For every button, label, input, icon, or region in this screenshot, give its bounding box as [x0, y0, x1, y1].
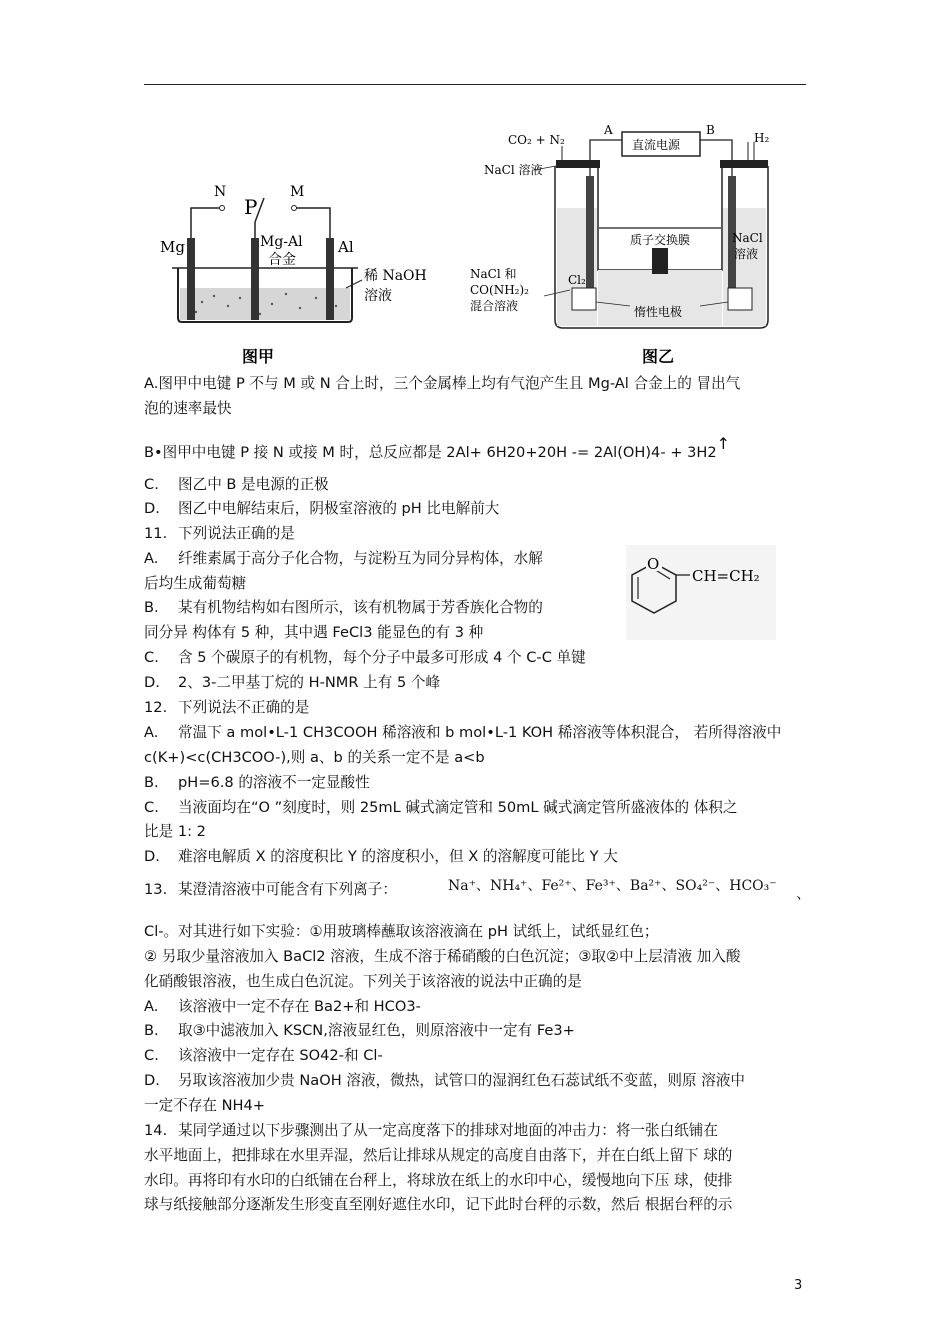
label-nacl-right: NaCl [732, 231, 763, 245]
label-n: N [214, 184, 227, 200]
marker-b12: B. [144, 774, 159, 791]
q11-option-a-line2: 后均生成葡萄糖 [144, 575, 247, 592]
marker-q14: 14. [144, 1122, 168, 1139]
gas-arrow-icon: ↑ [716, 434, 731, 453]
structure-figure [626, 545, 776, 640]
q12-option-c-line1: 当液面均在“O ”刻度时，则 25mL 碱式滴定管和 50mL 碱式滴定管所盛液体的 体积之 [178, 799, 738, 816]
q13-text-line2: ② 另取少量溶液加入 BaCl2 溶液，生成不溶于稀硝酸的白色沉淀；③取②中上层清液 加入酸 [144, 948, 741, 965]
page-number: 3 [794, 1278, 803, 1293]
q12-option-d: 难溶电解质 X 的溶度积比 Y 的溶度积小，但 X 的溶解度可能比 Y 大 [178, 848, 618, 865]
marker-a12: A. [144, 724, 159, 741]
label-electrode: 惰性电极 [634, 305, 683, 319]
question-13: 某澄清溶液中可能含有下列离子： [178, 881, 397, 898]
q11-option-b-line1: 某有机物结构如右图所示，该有机物属于芳香族化合物的 [178, 599, 543, 616]
q12-option-a-line2: c(K+)<c(CH3COO-),则 a、b 的关系一定不是 a<b [144, 749, 485, 766]
label-a: A [604, 123, 613, 137]
marker-c1: C. [144, 476, 159, 493]
q12-option-b: pH=6.8 的溶液不一定显酸性 [178, 774, 370, 791]
label-gas-left: CO₂ + N₂ [508, 133, 565, 147]
caption-jia: 图甲 [242, 347, 275, 366]
figure-jia [150, 180, 440, 370]
label-h2: H₂ [754, 131, 770, 145]
marker-q12: 12. [144, 699, 168, 716]
q13-option-b: 取③中滤液加入 KSCN,溶液显红色，则原溶液中一定有 Fe3+ [178, 1022, 575, 1039]
label-mix-1: NaCl 和 [470, 267, 517, 281]
label-membrane: 质子交换膜 [630, 233, 691, 247]
option-b-line [144, 434, 731, 463]
marker-d11: D. [144, 674, 160, 691]
q13-text-line3: 化硝酸银溶液，也生成白色沉淀。下列关于该溶液的说法中正确的是 [144, 973, 582, 990]
q11-option-b-line2: 同分异 构体有 5 种，其中遇 FeCl3 能显色的有 3 种 [144, 624, 484, 641]
marker-b11: B. [144, 599, 159, 616]
label-mix-3: 混合溶液 [470, 299, 519, 313]
marker-a11: A. [144, 550, 159, 567]
label-mg: Mg [160, 238, 185, 256]
ion-list-separator: 、 [796, 885, 811, 902]
label-mix-2: CO(NH₂)₂ [470, 283, 529, 297]
label-naoh: 稀 NaOH [364, 268, 427, 284]
label-p: P [244, 195, 258, 219]
caption-yi: 图乙 [642, 347, 675, 366]
figure-yi [470, 120, 790, 370]
label-nacl-right-2: 溶液 [734, 247, 759, 261]
q13-option-d-line1: 另取该溶液加少贵 NaOH 溶液，微热，试管口的湿润红色石蕊试纸不变蓝，则原 溶液中 [178, 1072, 746, 1089]
label-b: B [706, 123, 715, 137]
marker-q13: 13. [144, 881, 168, 898]
option-c-text: 图乙中 B 是电源的正极 [178, 476, 329, 493]
q11-option-a-line1: 纤维素属于高分子化合物，与淀粉互为同分异构体，水解 [178, 550, 543, 567]
q14-line4: 球与纸接触部分逐渐发生形变直至刚好遮住水印，记下此时台秤的示数，然后 根据台秤的示 [144, 1196, 733, 1213]
label-power: 直流电源 [632, 138, 681, 152]
vinyl-group: CH=CH₂ [692, 567, 760, 585]
marker-c12: C. [144, 799, 159, 816]
label-al: Al [338, 238, 354, 256]
label-m: M [290, 184, 305, 200]
marker-a13: A. [144, 998, 159, 1015]
q11-option-d: 2、3-二甲基丁烷的 H-NMR 上有 5 个峰 [178, 674, 441, 691]
option-a-line1: A.图甲中电键 P 不与 M 或 N 合上时，三个金属棒上均有气泡产生且 Mg-Al 合金上的 冒出气 [144, 375, 741, 392]
option-a-line2: 泡的速率最快 [144, 400, 232, 417]
option-b-text: B•图甲中电键 P 接 N 或接 M 时，总反应都是 2Al+ 6H20+20H -= 2Al(OH)4- + 3H2 [144, 444, 717, 461]
label-solution: 溶液 [364, 288, 392, 304]
q13-option-d-line2: 一定不存在 NH4+ [144, 1097, 266, 1114]
q14-line2: 水平地面上，把排球在水里弄湿，然后让排球从规定的高度自由落下，并在白纸上留下 球的 [144, 1147, 733, 1164]
ion-list: Na⁺、NH₄⁺、Fe²⁺、Fe³⁺、Ba²⁺、SO₄²⁻、HCO₃⁻ [448, 878, 777, 894]
q12-option-a-line1: 常温下 a mol•L-1 CH3COOH 稀溶液和 b mol•L-1 KOH 稀溶液等体积混合， 若所得溶液中 [178, 724, 782, 741]
q13-option-c: 该溶液中一定存在 SO42-和 Cl- [178, 1047, 383, 1064]
atom-o: O [647, 555, 660, 573]
option-d-text: 图乙中电解结束后，阴极室溶液的 pH 比电解前大 [178, 500, 500, 517]
label-cl2: Cl₂ [568, 273, 586, 287]
question-12: 下列说法不正确的是 [178, 699, 310, 716]
question-11: 下列说法正确的是 [178, 525, 295, 542]
label-mgal: Mg-Al [260, 234, 303, 250]
label-nacl-left: NaCl 溶液 [484, 163, 543, 177]
marker-c11: C. [144, 649, 159, 666]
q14-line3: 水印。再将印有水印的白纸铺在台秤上，将球放在纸上的水印中心，缓慢地向下压 球，使排 [144, 1172, 733, 1189]
header-rule [144, 84, 806, 85]
marker-c13: C. [144, 1047, 159, 1064]
q13-option-a: 该溶液中一定不存在 Ba2+和 HCO3- [178, 998, 421, 1015]
q14-line1: 某同学通过以下步骤测出了从一定高度落下的排球对地面的冲击力：将一张白纸铺在 [178, 1122, 718, 1139]
q11-option-c: 含 5 个碳原子的有机物，每个分子中最多可形成 4 个 C-C 单键 [178, 649, 586, 666]
marker-q11: 11. [144, 525, 168, 542]
marker-d1: D. [144, 500, 160, 517]
marker-d13: D. [144, 1072, 160, 1089]
label-alloy: 合金 [268, 252, 296, 268]
marker-b13: B. [144, 1022, 159, 1039]
marker-d12: D. [144, 848, 160, 865]
q13-text-line1: Cl-。对其进行如下实验：①用玻璃棒蘸取该溶液滴在 pH 试纸上，试纸显红色； [144, 923, 659, 940]
q12-option-c-line2: 比是 1: 2 [144, 823, 206, 840]
